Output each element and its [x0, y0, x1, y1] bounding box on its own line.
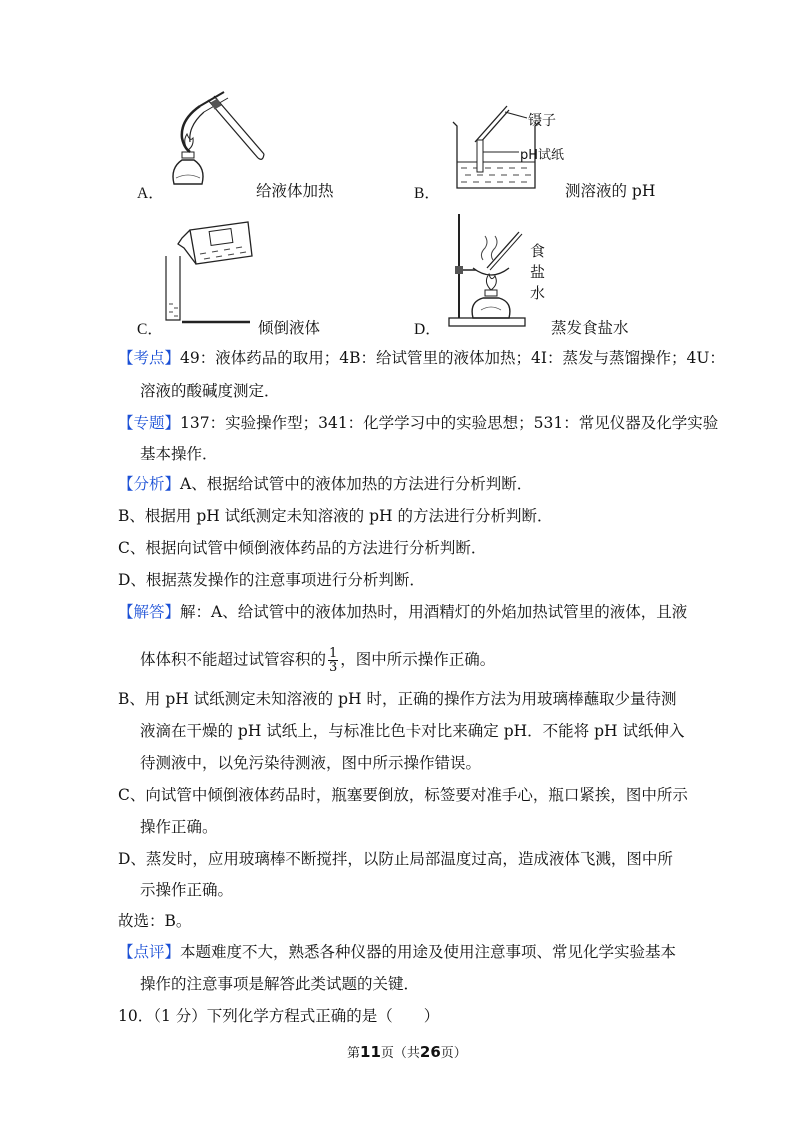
figure-b-caption: 测溶液的 pH	[565, 182, 656, 200]
figure-a-heating-liquid	[160, 92, 270, 192]
tweezers-label: 镊子	[528, 113, 556, 129]
dianping-tag: 【点评】	[118, 943, 181, 961]
fenxi-tag: 【分析】	[118, 475, 181, 493]
figure-b-letter: B．	[414, 185, 440, 202]
jieda-d2: 示操作正确。	[140, 881, 234, 899]
jieda-b3: 待测液中，以免污染待测液，图中所示操作错误。	[140, 754, 482, 772]
figure-c-letter: C．	[137, 321, 163, 338]
jieda-line1: 【解答】解：A、给试管中的液体加热时，用酒精灯的外焰加热试管里的液体，且液	[118, 603, 688, 621]
ph-paper-label: pH试纸	[520, 148, 565, 163]
fenxi-line1: 【分析】A、根据给试管中的液体加热的方法进行分析判断．	[118, 475, 533, 493]
figure-c-pouring-liquid	[160, 216, 255, 326]
jieda-d1: D、蒸发时，应用玻璃棒不断搅拌，以防止局部温度过高，造成液体飞溅，图中所	[118, 850, 673, 868]
fenxi-line4: D、根据蒸发操作的注意事项进行分析判断．	[118, 571, 425, 589]
brine-label-1: 食	[530, 242, 546, 260]
dianping-line1: 【点评】本题难度不大，熟悉各种仪器的用途及使用注意事项、常见化学实验基本	[118, 943, 677, 961]
brine-label-3: 水	[530, 284, 546, 302]
figure-c-caption: 倾倒液体	[258, 319, 321, 337]
figure-d-caption: 蒸发食盐水	[551, 319, 629, 337]
jieda-line2: 体体积不能超过试管容积的 $\frac{1}{3}$ ，图中所示操作正确。	[140, 646, 496, 675]
jieda-c2: 操作正确。	[140, 818, 218, 836]
zhuanti-line1: 【专题】137：实验操作型；341：化学学习中的实验思想；531：常见仪器及化学实验	[118, 414, 719, 432]
page-footer: 第11页（共26页）	[347, 1043, 467, 1061]
kaodian-line2: 溶液的酸碱度测定．	[140, 382, 280, 400]
current-page: 11	[360, 1043, 381, 1061]
fenxi-line2: B、根据用 pH 试纸测定未知溶液的 pH 的方法进行分析判断．	[118, 507, 553, 525]
fraction-one-third: $\frac{1}{3}$	[329, 646, 338, 675]
question-10: 10．（1 分）下列化学方程式正确的是（ ）	[118, 1007, 440, 1025]
brine-label-2: 盐	[530, 263, 546, 281]
figure-a-letter: A．	[137, 185, 164, 202]
jieda-b1: B、用 pH 试纸测定未知溶液的 pH 时，正确的操作方法为用玻璃棒蘸取少量待测	[118, 690, 677, 708]
jieda-tag: 【解答】	[118, 603, 181, 621]
figure-d-letter: D．	[414, 321, 441, 338]
kaodian-line1: 【考点】49：液体药品的取用；4B：给试管里的液体加热；4I：蒸发与蒸馏操作；4U：	[118, 349, 725, 367]
dianping-line2: 操作的注意事项是解答此类试题的关键．	[140, 975, 420, 993]
figure-d-evaporation	[445, 210, 535, 330]
kaodian-tag: 【考点】	[118, 349, 181, 367]
zhuanti-tag: 【专题】	[118, 414, 181, 432]
jieda-answer: 故选：B。	[118, 912, 192, 930]
total-pages: 26	[419, 1043, 441, 1061]
zhuanti-line2: 基本操作．	[140, 445, 218, 463]
jieda-c1: C、向试管中倾倒液体药品时，瓶塞要倒放，标签要对准手心，瓶口紧挨，图中所示	[118, 786, 688, 804]
figure-a-caption: 给液体加热	[256, 182, 334, 200]
jieda-b2: 液滴在干燥的 pH 试纸上，与标准比色卡对比来确定 pH．不能将 pH 试纸伸入	[140, 722, 685, 740]
fenxi-line3: C、根据向试管中倾倒液体药品的方法进行分析判断．	[118, 539, 487, 557]
